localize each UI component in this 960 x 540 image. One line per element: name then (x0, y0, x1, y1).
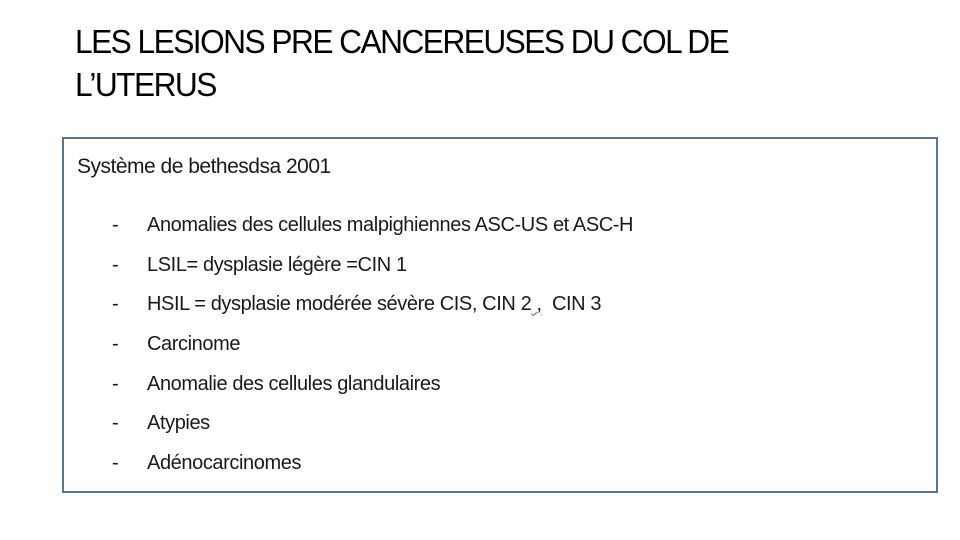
list-item-text: LSIL= dysplasie légère =CIN 1 (147, 253, 407, 276)
bullet-dash: - (112, 452, 119, 475)
list-item-text-part: CIN 3 (541, 293, 602, 316)
content-box (62, 137, 938, 493)
list-item-text-part: HSIL = dysplasie modérée sévère CIS, CIN 2 (147, 293, 532, 316)
list-item-text: Adénocarcinomes (147, 452, 302, 475)
list-item-text: Anomalies des cellules malpighiennes ASC-US et ASC-H (147, 214, 634, 236)
list-item-text: Anomalie des cellules glandulaires (147, 372, 441, 395)
bullet-dash: - (112, 412, 119, 435)
list-item-text: Atypies (147, 412, 210, 435)
bullet-dash: - (112, 214, 119, 236)
bullet-dash: - (112, 293, 119, 316)
bullet-dash: - (112, 333, 119, 356)
list-item-text (147, 288, 601, 320)
spellcheck-marked-text[interactable]: , (531, 293, 542, 316)
list-item-text: Carcinome (147, 333, 241, 356)
slide-title: LES LESIONS PRE CANCEREUSES DU COL DE L’UTERUS (75, 23, 729, 103)
box-heading: Système de bethesdsa 2001 (77, 155, 331, 178)
bullet-dash: - (112, 372, 119, 395)
bullet-dash: - (112, 253, 119, 276)
